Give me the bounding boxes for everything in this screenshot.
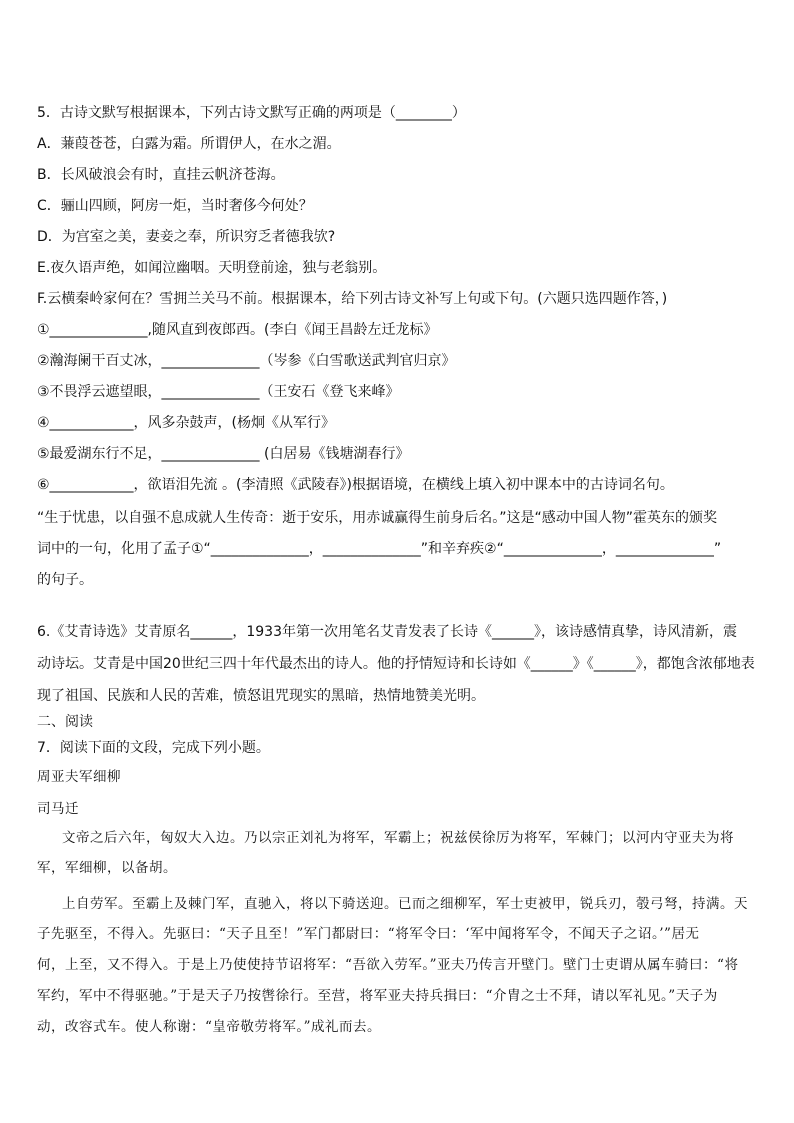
passage-author: 司马迁 bbox=[37, 801, 79, 817]
q5-stem: 5．古诗文默写根据课本，下列古诗文默写正确的两项是（________） bbox=[37, 105, 466, 121]
q5-option-e: E.夜久语声绝，如闻泣幽咽。天明登前途，独与老翁别。 bbox=[37, 260, 387, 276]
q6-line-3: 现了祖国、民族和人民的苦难，愤怒诅咒现实的黑暗，热情地赞美光明。 bbox=[37, 688, 485, 704]
q5-option-a: A．蒹葭苍苍，白露为霜。所谓伊人，在水之湄。 bbox=[37, 136, 341, 152]
q7-stem: 7．阅读下面的文段，完成下列小题。 bbox=[37, 740, 270, 756]
passage-title: 周亚夫军细柳 bbox=[37, 769, 121, 785]
q5-fill-1: ①______________,随风直到夜郎西。(李白《闻王昌龄左迁龙标》 bbox=[37, 322, 438, 338]
q5-fill-2: ②瀚海阑干百丈冰，______________（岑参《白雪歌送武判官归京》 bbox=[37, 353, 456, 369]
q5-fill-4: ④____________，风多杂鼓声，(杨炯《从军行》 bbox=[37, 415, 336, 431]
q5-option-f: F.云横秦岭家何在？雪拥兰关马不前。根据课本，给下列古诗文补写上句或下句。(六题只选四题作答，) bbox=[37, 291, 668, 307]
passage-para2-line-1: 上自劳军。至霸上及棘门军，直驰入，将以下骑送迎。已而之细柳军，军士吏被甲，锐兵刃，彀弓弩，持满。天 bbox=[62, 896, 748, 912]
q5-fill-5: ⑤最爱湖东行不足，______________ (白居易《钱塘湖春行》 bbox=[37, 446, 410, 462]
q5-context-line-3: 的句子。 bbox=[37, 572, 93, 588]
passage-para2-line-3: 何，上至，又不得入。于是上乃使使持节诏将军：“吾欲入劳军。”亚夫乃传言开壁门。壁门士吏谓从属车骑曰：“将 bbox=[37, 957, 739, 973]
passage-para1-line-2: 军，军细柳，以备胡。 bbox=[37, 860, 177, 876]
q5-context-line-1: “生于忧患，以自强不息成就人生传奇：逝于安乐，用赤诚赢得生前身后名。”这是“感动中国人物”霍英东的颁奖 bbox=[37, 510, 718, 526]
q5-option-b: B．长风破浪会有时，直挂云帆济苍海。 bbox=[37, 167, 285, 183]
passage-para2-line-2: 子先驱至，不得入。先驱曰：“天子且至！”军门都尉曰：“将军令曰：‘军中闻将军令，不闻天子之诏。’”居无 bbox=[37, 926, 700, 942]
passage-para2-line-5: 动，改容式车。使人称谢：“皇帝敬劳将军。”成礼而去。 bbox=[37, 1019, 382, 1035]
q5-fill-6: ⑥____________，欲语泪先流 。(李清照《武陵春》)根据语境，在横线上填入初中课本中的古诗词名句。 bbox=[37, 477, 674, 493]
q5-fill-3: ③不畏浮云遮望眼，______________（王安石《登飞来峰》 bbox=[37, 384, 400, 400]
section-heading: 二、阅读 bbox=[37, 714, 93, 730]
q5-context-line-2: 词中的一句，化用了孟子①“______________，______________”和辛弃疾②“______________，______________” bbox=[37, 541, 722, 557]
q6-line-1: 6.《艾青诗选》艾青原名______，1933年第一次用笔名艾青发表了长诗《______》，该诗感情真挚，诗风清新，震 bbox=[37, 624, 737, 640]
q5-option-d: D．为宫室之美，妻妾之奉，所识穷乏者德我欤? bbox=[37, 229, 336, 245]
q6-line-2: 动诗坛。艾青是中国20世纪三四十年代最杰出的诗人。他的抒情短诗和长诗如《______》《______》，都饱含浓郁地表 bbox=[37, 656, 755, 672]
passage-para1-line-1: 文帝之后六年，匈奴大入边。乃以宗正刘礼为将军，军霸上；祝兹侯徐厉为将军，军棘门；以河内守亚夫为将 bbox=[62, 830, 734, 846]
q5-option-c: C．骊山四顾，阿房一炬，当时奢侈今何处？ bbox=[37, 198, 313, 214]
passage-para2-line-4: 军约，军中不得驱驰。”于是天子乃按辔徐行。至营，将军亚夫持兵揖曰：“介胄之士不拜，请以军礼见。”天子为 bbox=[37, 988, 718, 1004]
